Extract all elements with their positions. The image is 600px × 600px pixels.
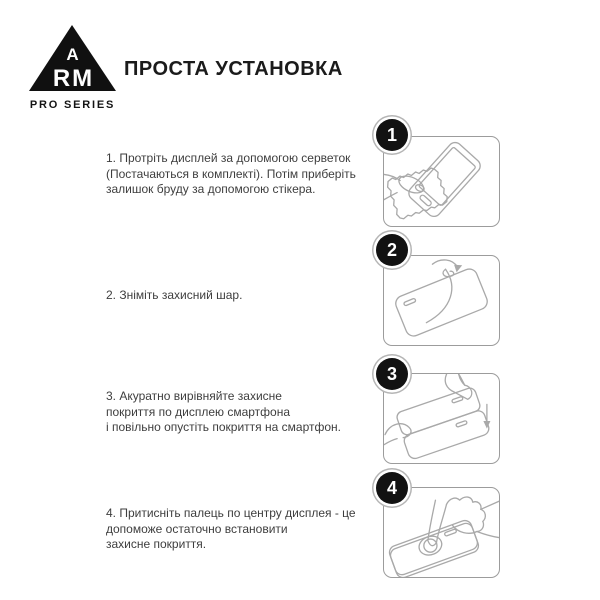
step-4-line: захисне покриття.: [106, 537, 207, 552]
peel-layer-icon: [384, 256, 499, 345]
step-2-number-badge: [376, 234, 408, 266]
step-3-number: 3: [386, 363, 397, 384]
step-2-line: 2. Зніміть захисний шар.: [106, 288, 243, 302]
step-3-number-badge: [376, 358, 408, 390]
logo-subtitle: PRO SERIES: [29, 99, 116, 111]
step-4-line: допоможе остаточно встановити: [106, 521, 288, 536]
step-1-line: (Постачаються в комплекті). Потім приберіть: [106, 166, 356, 181]
step-1-number-badge: [376, 119, 408, 151]
step-1-number: 1: [386, 124, 397, 145]
step-2-figure: [383, 255, 500, 346]
page-title: ПРОСТА УСТАНОВКА: [124, 58, 343, 80]
align-protector-icon: [384, 374, 499, 463]
step-1-figure: [383, 136, 500, 227]
step-3-line: 3. Акуратно вирівняйте захисне: [106, 389, 282, 403]
step-4-text: [106, 506, 378, 553]
logo-letter-top: A: [66, 45, 79, 64]
step-3-line: і повільно опустіть покриття на смартфон.: [106, 420, 341, 435]
step-3-line: покриття по дисплею смартфона: [106, 404, 291, 419]
step-1-line: 1. Протріть дисплей за допомогою серветок: [106, 151, 351, 165]
press-center-icon: [384, 488, 499, 577]
logo-letters-bottom: RM: [52, 65, 95, 92]
step-2-text: [106, 288, 378, 304]
step-4-line: 4. Притисніть палець по центру дисплея - це: [106, 506, 356, 520]
step-4-number: 4: [386, 477, 397, 498]
arm-pro-series-logo-icon: [24, 20, 124, 112]
step-4-number-badge: [376, 472, 408, 504]
step-1-line: залишок бруду за допомогою стікера.: [106, 182, 316, 197]
step-3-text: [106, 389, 378, 436]
phone-wipe-cloth-icon: [384, 137, 499, 226]
step-1-text: [106, 151, 378, 198]
step-2-number: 2: [386, 239, 397, 260]
